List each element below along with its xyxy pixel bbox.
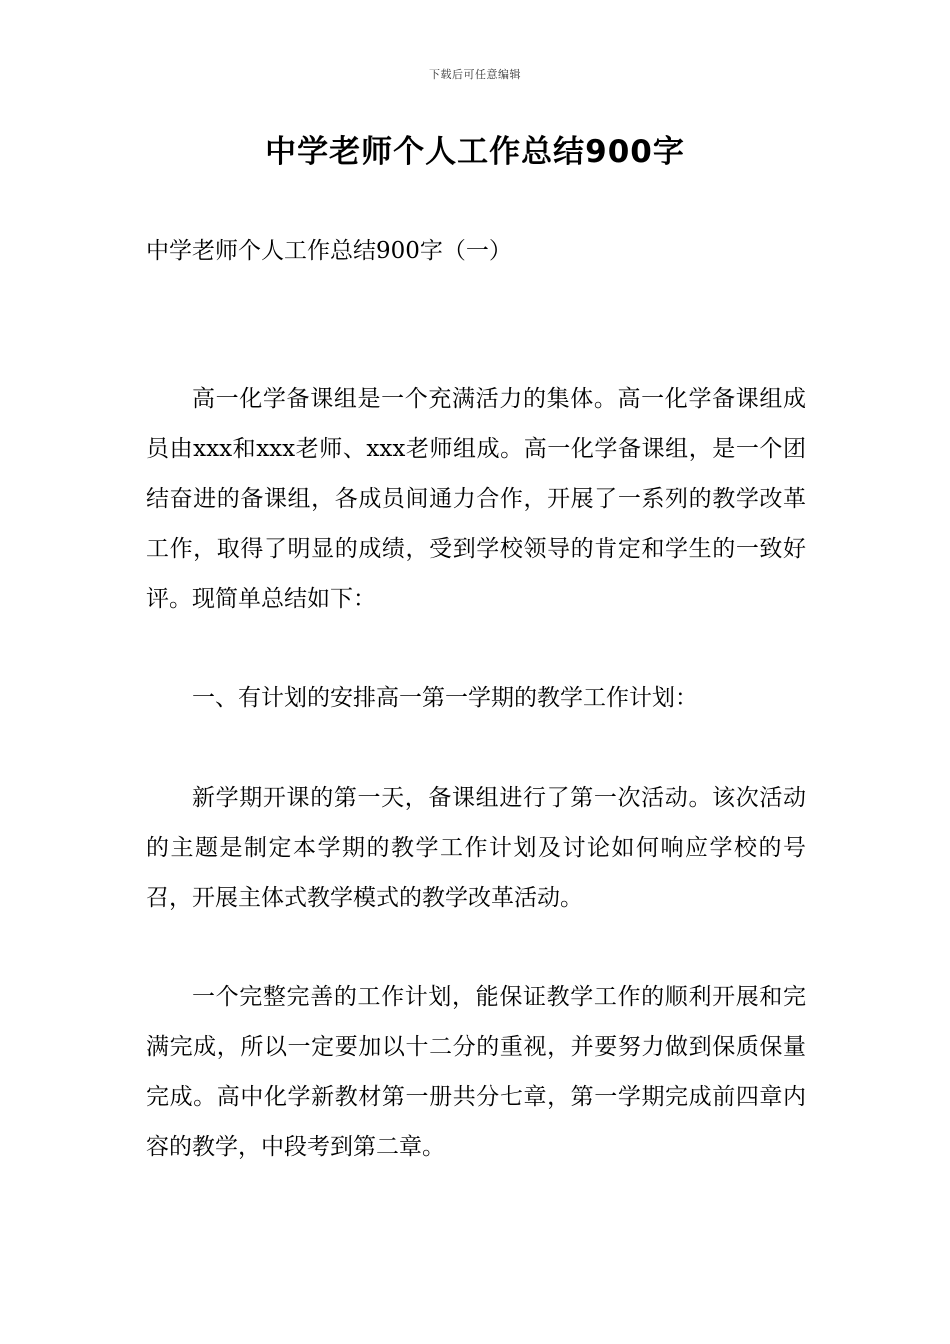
header-note: 下载后可任意编辑 xyxy=(429,68,521,81)
section-subtitle: 中学老师个人工作总结900字（一） xyxy=(146,238,512,264)
document-title: 中学老师个人工作总结900字 xyxy=(265,134,685,170)
paragraph-heading-plan: 一、有计划的安排高一第一学期的教学工作计划： xyxy=(192,685,698,711)
paragraph-intro: 高一化学备课组是一个充满活力的集体。高一化学备课组成员由xxx和xxx老师、xxx老师组成。高一化学备课组，是一个团结奋进的备课组，各成员间通力合作，开展了一系列的教学改革工作，取得了明显的成绩，受到学校领导的肯定和学生的一致好评。现简单总结如下： xyxy=(146,386,806,612)
paragraph-first-activity: 新学期开课的第一天，备课组进行了第一次活动。该次活动的主题是制定本学期的教学工作计划及讨论如何响应学校的号召，开展主体式教学模式的教学改革活动。 xyxy=(146,785,806,911)
paragraph-work-plan: 一个完整完善的工作计划，能保证教学工作的顺利开展和完满完成，所以一定要加以十二分的重视，并要努力做到保质保量完成。高中化学新教材第一册共分七章，第一学期完成前四章内容的教学，中段考到第二章。 xyxy=(146,984,806,1160)
